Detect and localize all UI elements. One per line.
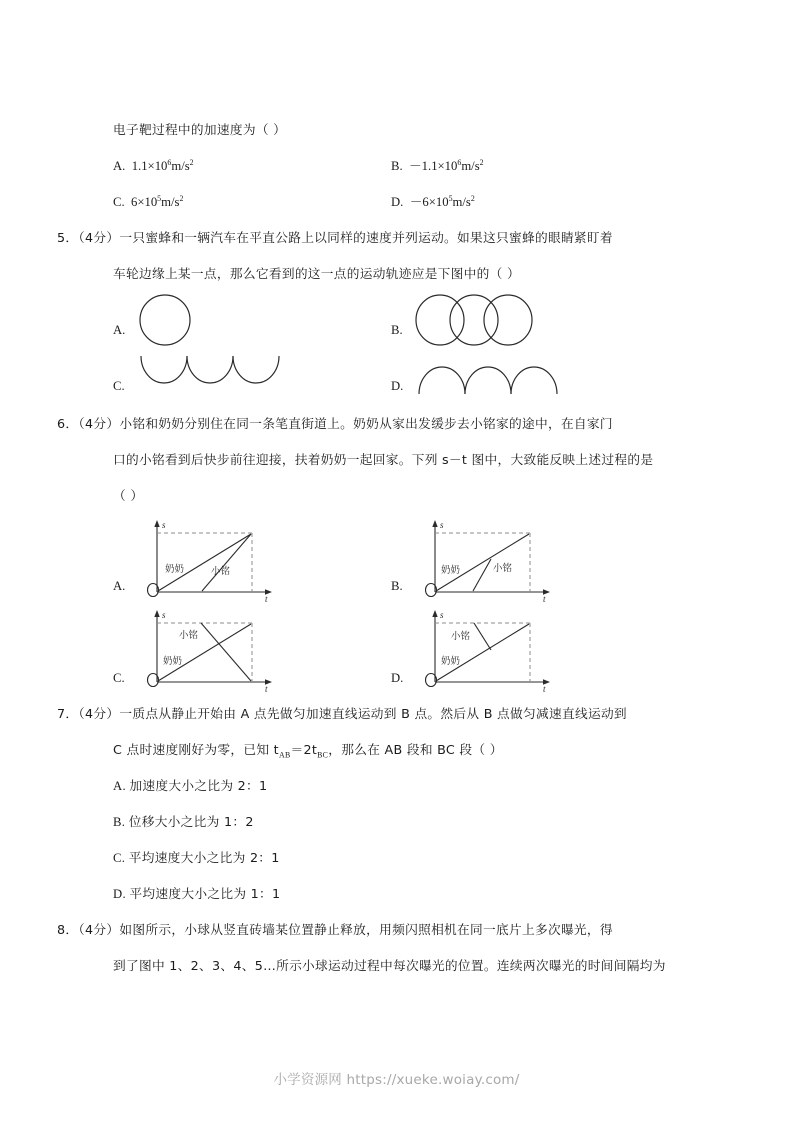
svg-text:奶奶: 奶奶	[163, 656, 183, 667]
q6-option-a[interactable]	[113, 514, 403, 604]
q7-option-c-key: C.	[113, 851, 126, 865]
svg-text:小铭: 小铭	[493, 563, 513, 574]
q6-options-graph-grid	[57, 514, 737, 696]
svg-text:s: s	[440, 520, 444, 530]
q7-stem-line1	[57, 696, 737, 732]
q8-stem-line1	[57, 912, 737, 948]
q5-text-line1: 一只蜜蜂和一辆汽车在平直公路上以同样的速度并列运动。如果这只蜜蜂的眼睛紧盯着	[119, 230, 613, 245]
q7-number: 7．	[57, 706, 79, 721]
svg-text:s: s	[162, 610, 166, 620]
q8-number: 8．	[57, 922, 79, 937]
q7-option-d-text: 平均速度大小之比为 1：1	[129, 886, 281, 901]
q7-option-b[interactable]	[57, 804, 737, 840]
q6-stem-line2	[57, 442, 737, 478]
q7-option-a-key: A.	[113, 779, 126, 793]
page-content	[57, 112, 737, 984]
q7-option-d[interactable]	[57, 876, 737, 912]
svg-text:t: t	[265, 594, 268, 602]
q4-option-b-value: 1.1×10	[421, 159, 458, 173]
q6-option-b-key: B.	[391, 579, 403, 593]
svg-text:小铭: 小铭	[451, 631, 471, 642]
q4-option-d-sign: －	[409, 195, 423, 209]
q7-subscript-bc: BC	[317, 750, 329, 760]
q5-option-a-key: A.	[113, 323, 126, 337]
q4-stem-continuation	[57, 112, 737, 148]
st-graph-d	[417, 606, 597, 694]
q7-subscript-ab: AB	[278, 750, 291, 760]
q4-option-c[interactable]	[113, 184, 183, 220]
q4-option-c-unit: m/s	[161, 195, 180, 209]
q6-option-c[interactable]	[113, 604, 403, 696]
q4-option-d-value: 6×10	[422, 195, 449, 209]
svg-text:奶奶: 奶奶	[441, 656, 461, 667]
q4-stem-text: 电子靶过程中的加速度为（ ）	[113, 122, 287, 137]
q4-option-row-ab	[57, 148, 737, 184]
svg-text:t: t	[265, 684, 268, 694]
q5-option-d-key: D.	[391, 379, 404, 393]
q7-text-line1: 一质点从静止开始由 A 点先做匀加速直线运动到 B 点。然后从 B 点做匀减速直线运动到	[119, 706, 627, 721]
q7-score: （4分）	[78, 706, 120, 721]
q6-option-a-key: A.	[113, 579, 126, 593]
q4-option-d-unit: m/s	[452, 195, 471, 209]
q6-score: （4分）	[78, 416, 120, 431]
three-dome-arcs-icon	[413, 354, 563, 398]
three-cup-arcs-icon	[135, 354, 285, 398]
q6-text-line2: 口的小铭看到后快步前往迎接，扶着奶奶一起回家。下列 s－t 图中，大致能反映上述过程的是	[113, 452, 654, 467]
q4-option-a-key: A.	[113, 159, 126, 173]
q7-stem-line2	[57, 732, 737, 768]
q4-option-b-sign: －	[408, 159, 422, 173]
svg-text:s: s	[440, 610, 444, 620]
single-circle-icon	[135, 293, 207, 347]
svg-text:t: t	[543, 594, 546, 602]
q7-option-c[interactable]	[57, 840, 737, 876]
q4-option-a-unit-exponent: 2	[189, 157, 194, 167]
q5-option-c-key: C.	[113, 379, 125, 393]
svg-text:小铭: 小铭	[211, 566, 231, 577]
q4-option-a-exponent: 6	[167, 157, 172, 167]
q4-option-row-cd	[57, 184, 737, 220]
q7-text-line2-post: ，那么在 AB 段和 BC 段（ ）	[328, 742, 503, 757]
svg-text:小铭: 小铭	[179, 630, 199, 641]
svg-text:s: s	[162, 520, 166, 530]
q5-option-d[interactable]	[391, 348, 691, 404]
three-overlapping-circles-icon	[413, 293, 543, 347]
q4-option-c-exponent: 5	[157, 193, 162, 203]
q7-text-line2-mid: ＝2t	[290, 742, 318, 757]
q7-option-a-text: 加速度大小之比为 2：1	[129, 778, 268, 793]
q4-option-d-unit-exponent: 2	[470, 193, 475, 203]
q5-score: （4分）	[78, 230, 120, 245]
footer-watermark-text: 小学资源网 https://xueke.woiay.com/	[273, 1072, 520, 1088]
svg-text:奶奶: 奶奶	[165, 564, 185, 575]
q4-option-d[interactable]	[391, 184, 475, 220]
q7-option-b-key: B.	[113, 815, 126, 829]
q5-option-b-key: B.	[391, 323, 403, 337]
q4-option-c-value: 6×10	[130, 195, 158, 209]
q7-option-a[interactable]	[57, 768, 737, 804]
q8-text-line1: 如图所示，小球从竖直砖墙某位置静止释放，用频闪照相机在同一底片上多次曝光，得	[119, 922, 613, 937]
q4-option-c-key: C.	[113, 195, 125, 209]
q4-option-a[interactable]	[113, 148, 194, 184]
q6-stem-line1	[57, 406, 737, 442]
q5-number: 5．	[57, 230, 79, 245]
q4-option-b-unit-exponent: 2	[479, 157, 484, 167]
q6-text-line1: 小铭和奶奶分别住在同一条笔直街道上。奶奶从家出发缓步去小铭家的途中，在自家门	[119, 416, 613, 431]
q4-option-d-exponent: 5	[448, 193, 453, 203]
q6-stem-line3	[57, 478, 737, 514]
q8-text-line2: 到了图中 1、2、3、4、5…所示小球运动过程中每次曝光的位置。连续两次曝光的时间间隔均为	[113, 958, 666, 973]
q4-option-a-value: 1.1×10	[131, 159, 168, 173]
q7-text-line2-pre: C 点时速度刚好为零，已知 t	[113, 742, 279, 757]
q5-option-c[interactable]	[113, 348, 393, 404]
q4-option-b-exponent: 6	[457, 157, 462, 167]
footer-watermark	[0, 1068, 793, 1088]
q6-text-line3: （ ）	[113, 488, 144, 503]
q6-option-d-key: D.	[391, 671, 404, 685]
q5-option-b[interactable]	[391, 292, 691, 348]
q5-option-a[interactable]	[113, 292, 393, 348]
q7-option-b-text: 位移大小之比为 1：2	[128, 814, 254, 829]
svg-text:奶奶: 奶奶	[441, 565, 461, 576]
q8-stem-line2	[57, 948, 737, 984]
q6-option-b[interactable]	[391, 514, 681, 604]
q5-options-figure-grid	[57, 292, 737, 404]
q4-option-d-key: D.	[391, 195, 404, 209]
q8-score: （4分）	[78, 922, 120, 937]
q4-option-b-unit: m/s	[461, 159, 480, 173]
q6-number: 6．	[57, 416, 79, 431]
q4-option-c-unit-exponent: 2	[179, 193, 184, 203]
q4-option-b-key: B.	[391, 159, 403, 173]
q7-option-d-key: D.	[113, 887, 126, 901]
q5-stem-line2	[57, 256, 737, 292]
q7-option-c-text: 平均速度大小之比为 2：1	[128, 850, 280, 865]
q5-text-line2: 车轮边缘上某一点，那么它看到的这一点的运动轨迹应是下图中的（ ）	[113, 266, 520, 281]
svg-text:t: t	[543, 684, 546, 694]
q5-stem-line1	[57, 220, 737, 256]
q6-option-c-key: C.	[113, 671, 125, 685]
st-graph-c	[139, 606, 319, 694]
q6-option-d[interactable]	[391, 604, 681, 696]
q4-option-b[interactable]	[391, 148, 484, 184]
st-graph-a	[139, 516, 319, 602]
st-graph-b	[417, 516, 597, 602]
q4-option-a-unit: m/s	[171, 159, 190, 173]
